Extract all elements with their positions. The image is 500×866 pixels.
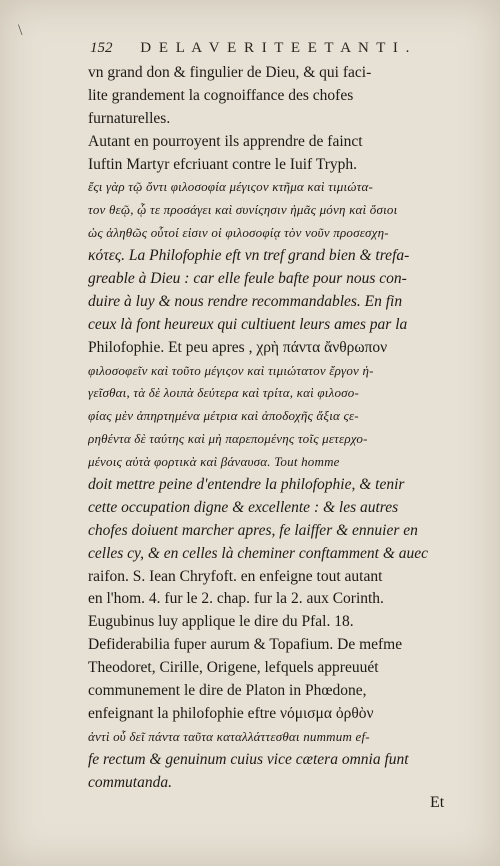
text-line: ἔςι γὰρ τῷ ὄντι φιλοσοφία μέγιςον κτῆμα καὶ τιμιώτα- (88, 179, 374, 195)
page-number: 152 (90, 40, 113, 56)
text-line: fe rectum & genuinum cuius vice cætera omnia funt (88, 750, 409, 768)
catchword: Et (430, 794, 445, 811)
text-line: Theodoret, Cirille, Origene, lefquels appreuuét (88, 659, 379, 677)
text-line: duire à luy & nous rendre recommandables. En fin (88, 292, 403, 310)
text-line: enfeignant la philofophie eftre νόμισμα ὀρθὸν (88, 704, 374, 722)
text-line: κότες. La Philofophie eft vn tref grand bien & trefa- (88, 247, 410, 265)
text-line: ρηθέντα δὲ ταύτης καὶ μὴ παρεπομένης τοῖς μετερχο- (88, 431, 368, 447)
margin-mark: \ (18, 22, 23, 39)
running-header (90, 40, 470, 60)
text-line: furnaturelles. (88, 109, 171, 127)
body-text (88, 62, 466, 795)
text-line: raifon. S. Iean Chryfoft. en enfeigne tout autant (88, 567, 383, 585)
text-line: vn grand don & fingulier de Dieu, & qui faci- (88, 64, 372, 81)
text-line: celles cy, & en celles là cheminer conftamment & auec (88, 544, 429, 562)
text-line: Defiderabilia fuper aurum & Topafium. De mefme (88, 636, 403, 654)
text-line: ceux là font heureux qui cultiuent leurs ames par la (88, 315, 408, 333)
text-line: μένοις αὐτὰ φορτικὰ καὶ βάναυσα. Tout homme (88, 454, 340, 470)
text-line: Iuftin Martyr efcriuant contre le Iuif Tryph. (88, 155, 358, 173)
text-line: doit mettre peine d'entendre la philofophie, & tenir (88, 476, 405, 494)
text-line: commutanda. (88, 773, 172, 791)
text-line: φίας μὲν ἀπηρτημένα μέτρια καὶ ἀποδοχῆς ἄξια ςε- (88, 408, 359, 424)
text-line: chofes doiuent marcher apres, fe laiffer & ennuier en (88, 521, 418, 539)
text-line: ὡς ἀληθῶς οὗτοί εἰσιν οἱ φιλοσοφίᾳ τὸν νοῦν προσεσχη- (88, 225, 389, 241)
text-line: communement le dire de Platon in Phœdone, (88, 682, 367, 700)
text-line: Eugubinus luy applique le dire du Pfal. 18. (88, 613, 354, 631)
text-line: Philofophie. Et peu apres , χρὴ πάντα ἄνθρωπον (88, 338, 388, 356)
text-line: cette occupation digne & excellente : & les autres (88, 498, 399, 516)
text-line: en l'hom. 4. fur le 2. chap. fur la 2. aux Corinth. (88, 590, 384, 608)
text-line: greable à Dieu : car elle feule bafte pour nous con- (88, 270, 407, 288)
text-line: γεῖσθαι, τὰ δὲ λοιπὰ δεύτερα καὶ τρίτα, καὶ φιλοσο- (88, 385, 359, 401)
running-title: D E L A V E R I T E E T A N T I . (140, 40, 412, 56)
text-line: lite grandement la cognoiffance des chofes (88, 86, 354, 104)
text-line: φιλοσοφεῖν καὶ τοῦτο μέγιςον καὶ τιμιώτατον ἔργον ἡ- (88, 362, 374, 378)
text-line: τον θεῷ, ᾧ τε προσάγει καὶ συνίςησιν ἡμᾶς μόνη καὶ ὅσιοι (88, 202, 398, 218)
text-line: ἀντὶ οὗ δεῖ πάντα ταῦτα καταλλάττεσθαι nummum ef- (88, 728, 370, 744)
text-line: Autant en pourroyent ils apprendre de fainct (88, 132, 363, 150)
